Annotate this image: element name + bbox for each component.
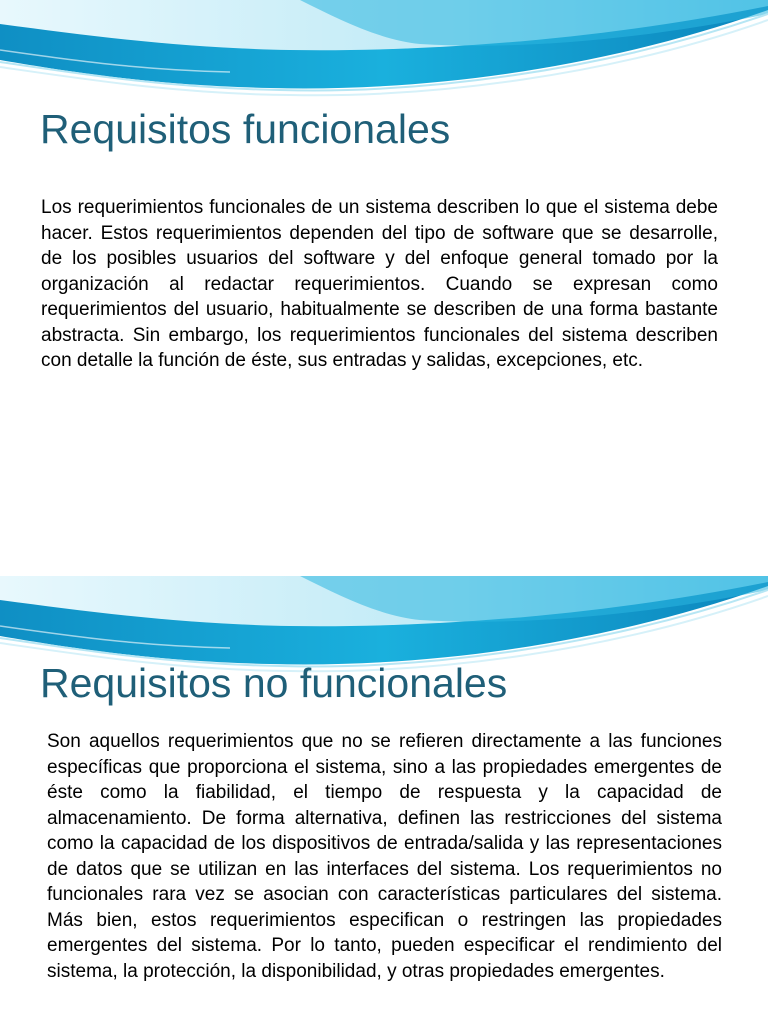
body-paragraph: Los requerimientos funcionales de un sistema describen lo que el sistema debe hacer. Estos requerimientos dependen del tipo de software que se desarrolle, de los posibles usuarios del software y del enfoque general tomado por la organización al redactar requerimientos. Cuando se expresan como requerimientos del usuario, habitualmente se describen de una forma bastante abstracta. Sin embargo, los requerimientos funcionales del sistema describen con detalle la función de éste, sus entradas y salidas, excepciones, etc. <box>41 197 718 371</box>
page-title: Requisitos funcionales <box>40 106 451 152</box>
slide-requisitos-no-funcionales <box>0 576 768 1024</box>
body-paragraph: Son aquellos requerimientos que no se refieren directamente a las funciones específicas que proporciona el sistema, sino a las propiedades emergentes de éste como la fiabilidad, el tiempo de respuesta y la capacidad de almacenamiento. De forma alternativa, definen las restricciones del sistema como la capacidad de los dispositivos de entrada/salida y las representaciones de datos que se utilizan en las interfaces del sistema. Los requerimientos no funcionales rara vez se asocian con características particulares del sistema. Más bien, estos requerimientos especifican o restringen las propiedades emergentes del sistema. Por lo tanto, pueden especificar el rendimiento del sistema, la protección, la disponibilidad, y otras propiedades emergentes. <box>47 731 722 982</box>
page-title: Requisitos no funcionales <box>40 660 508 706</box>
wave-header-decoration <box>0 0 768 112</box>
